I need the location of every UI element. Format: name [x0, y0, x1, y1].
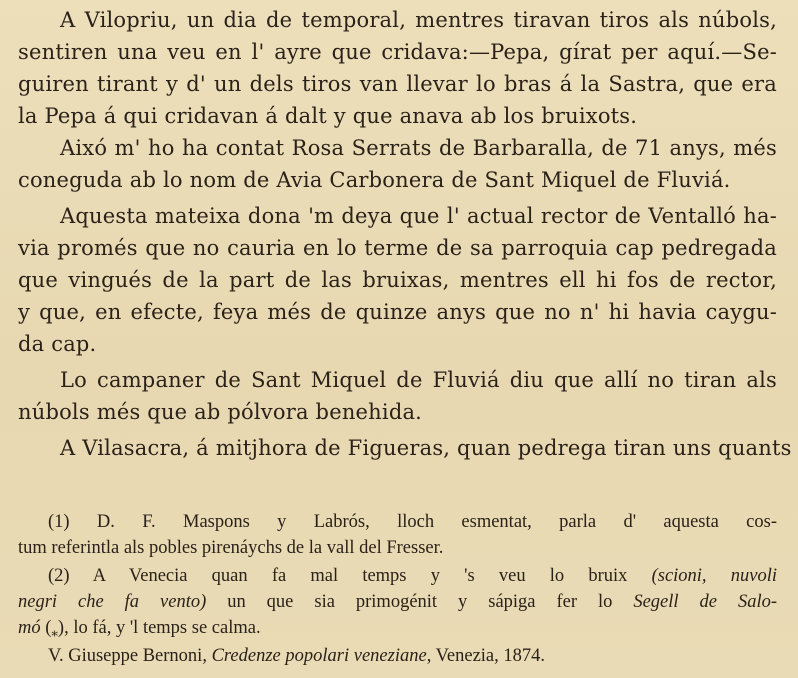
footnote-citation	[48, 643, 545, 669]
footnote-1-line-2: tum referintla als pobles pirenáychs de la vall del Fresser.	[18, 538, 444, 558]
footnote-2-text-c: ), lo fá, y 'l temps se calma.	[57, 618, 261, 638]
footnote-2-italic-b: negri che fa vento)	[18, 592, 207, 612]
footnote-2-italic-d: mó	[18, 618, 41, 638]
body-line-9: que vingués de la part de las bruixas, mentres ell hi fos de rector,	[18, 268, 777, 292]
footnote-2-line-2	[18, 589, 777, 615]
asterisk-symbol: ⁎	[51, 624, 58, 639]
body-line-7: Aquesta mateixa dona 'm deya que l' actual rector de Ventalló ha-	[60, 204, 777, 228]
citation-author: V. Giuseppe Bernoni,	[48, 646, 212, 666]
body-line-5: Aixó m' ho ha contat Rosa Serrats de Barbaralla, de 71 anys, més	[60, 136, 777, 160]
footnote-2-italic-c: Segell de Salo-	[633, 592, 777, 612]
footnote-2-text-b: un que sia primogénit y sápiga fer lo	[206, 592, 634, 612]
footnote-2-italic-a: (scioni, nuvoli	[651, 566, 777, 586]
footnote-2-line-3	[18, 615, 261, 645]
body-line-11: da cap.	[18, 332, 97, 356]
body-line-2: sentiren una veu en l' ayre que cridava:—Pepa, gírat per aquí.—Se-	[18, 40, 777, 64]
footnote-1-line-1: (1) D. F. Maspons y Labrós, lloch esmentat, parla d' aquesta cos-	[48, 512, 777, 532]
body-line-6: coneguda ab lo nom de Avia Carbonera de Sant Miquel de Fluviá.	[18, 168, 731, 192]
citation-place-year: , Venezia, 1874.	[426, 646, 546, 666]
body-line-14: A Vilasacra, á mitjhora de Figueras, quan pedrega tiran uns quants	[60, 436, 792, 460]
body-line-1: A Vilopriu, un dia de temporal, mentres tiravan tiros als núbols,	[60, 8, 777, 32]
body-line-8: via promés que no cauria en lo terme de sa parroquia cap pedregada	[18, 236, 777, 260]
body-line-10: y que, en efecte, feya més de quinze anys que no n' hi havia caygu-	[18, 300, 777, 324]
footnote-2-paren-open: (	[40, 618, 52, 638]
body-line-12: Lo campaner de Sant Miquel de Fluviá diu que allí no tiran als	[60, 368, 777, 392]
body-line-3: guiren tirant y d' un dels tiros van llevar lo bras á la Sastra, que era	[18, 72, 777, 96]
citation-title: Credenze popolari veneziane	[211, 646, 427, 666]
body-line-4: la Pepa á qui cridavan á dalt y que anava ab los bruixots.	[18, 104, 638, 128]
body-line-13: núbols més que ab pólvora benehida.	[18, 400, 423, 424]
footnote-2-line-1	[48, 563, 777, 589]
footnote-2-text-a: (2) A Venecia quan fa mal temps y 's veu lo bruix	[48, 566, 652, 586]
